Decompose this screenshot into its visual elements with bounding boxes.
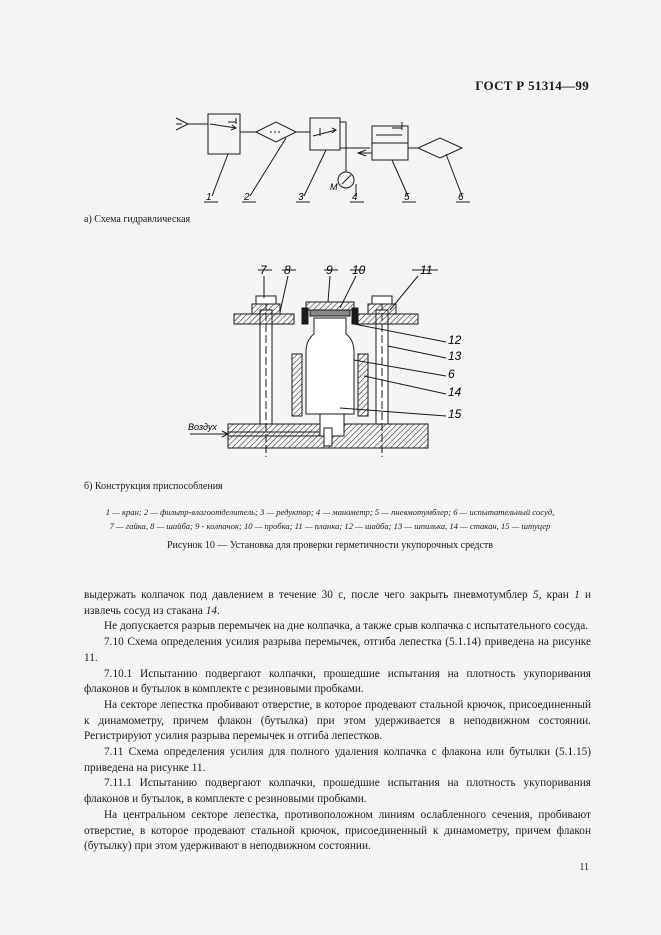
paragraph-4: 7.10.1 Испытанию подвергают колпачки, прошедшие испытания на плотность укупоривания флаконов и бутылок в комплекте с резиновыми пробками. [84,667,591,696]
paragraph-7: 7.11.1 Испытанию подвергают колпачки, прошедшие испытания на плотность укупоривания флаконов и бутылок, в комплекте с резиновыми пробками. [84,777,591,806]
hydraulic-scheme-diagram [170,108,470,208]
scheme-label-3: 3 [298,192,304,203]
page-header: ГОСТ Р 51314—99 [475,78,589,93]
legend-line-1: 1 — кран; 2 — фильтр-влагоотделитель; 3 — редуктор; 4 — манометр; 5 — пневмотумблер; 6 — испытательный сосуд, [105,507,555,517]
caption-b: б) Конструкция приспособления [84,481,223,492]
scheme-label-4: 4 [352,192,358,203]
paragraph-3: 7.10 Схема определения усилия разрыва перемычек, отгиба лепестка (5.1.14) приведена на рисунке 11. [84,636,591,664]
fixture-construction-diagram [180,262,470,464]
fixture-label-11: 11 [420,263,433,277]
gauge-label: M [330,182,338,192]
fixture-label-7: 7 [260,263,267,277]
legend-line-2: 7 — гайка, 8 — шайба; 9 - колпачок; 10 — пробка; 11 — планка; 12 — шайба; 13 — шпилька, 14 — стакан, 15 — штуцер [109,521,551,531]
fixture-label-6: 6 [448,367,455,381]
fixture-label-8: 8 [284,263,291,277]
fixture-label-12: 12 [448,333,462,347]
fixture-label-9: 9 [326,263,333,277]
scheme-label-2: 2 [244,192,250,203]
paragraph-6: 7.11 Схема определения усилия для полного удаления колпачка с флакона или бутылки (5.1.15) приведена на рисунке 11. [84,746,591,774]
fixture-label-10: 10 [352,263,366,277]
reducer-3 [310,118,340,150]
paragraph-5: На секторе лепестка пробивают отверстие, в которое продевают стальной крючок, присоединенный к динамометру, причем флакон (бутылка) при этом удерживается в неподвижном состоянии. Регистрируют усилия разрыва перемычек и отгиба лепестков. [84,698,591,743]
scheme-label-6: 6 [458,192,464,203]
fixture-label-14: 14 [448,385,462,399]
fixture-label-13: 13 [448,349,462,363]
paragraph-2: Не допускается разрыв перемычек на дне колпачка, а также срыв колпачка с испытательного сосуда. [104,620,589,633]
body-text [84,588,591,855]
air-label: Воздух [188,422,217,432]
valve-1 [208,114,240,154]
caption-a: а) Схема гидравлическая [84,214,191,225]
fixture-label-15: 15 [448,407,462,421]
vessel-6 [418,138,462,158]
scheme-label-5: 5 [404,192,410,203]
figure-title: Рисунок 10 — Установка для проверки герметичности укупорочных средств [166,540,494,551]
page-number: 11 [579,862,589,873]
scheme-label-1: 1 [206,192,212,203]
paragraph-1: выдержать колпачок под давлением в течение 30 с, после чего закрыть пневмотумблер 5, кран 1 и извлечь сосуд из стакана 14. [84,589,592,617]
figure-legend [60,505,600,533]
paragraph-8: На центральном секторе лепестка, противоположном линиям ослабленного сечения, пробивают отверстие, в которое продевают стальной крючок, присоединенный к динамометру, причем флакон (бутылку) при этом удерживают в неподвижном состоянии. [84,808,591,853]
